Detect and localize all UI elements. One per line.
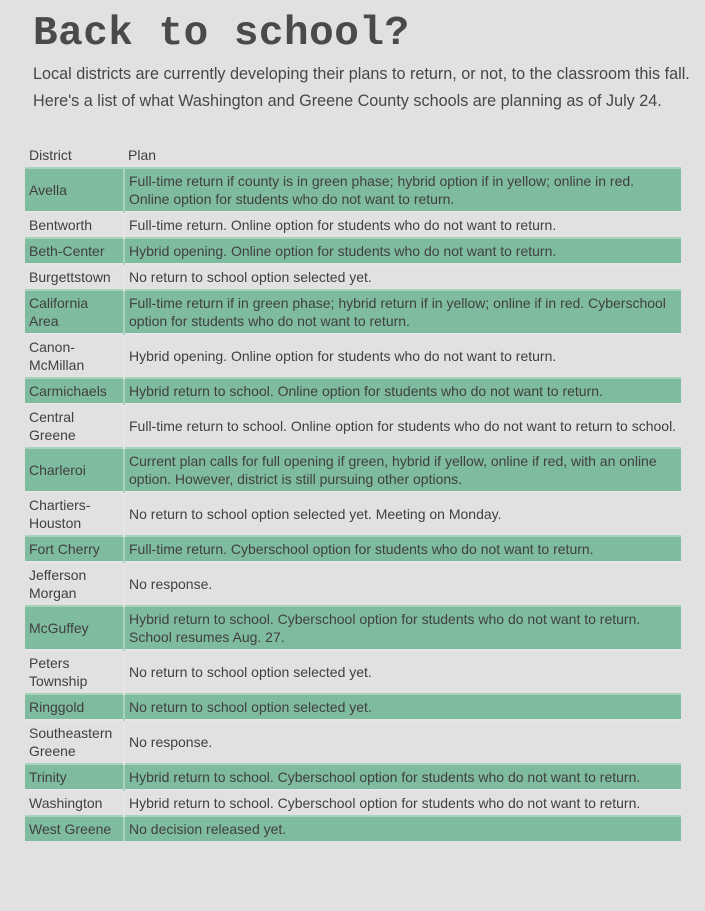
district-cell: Charleroi bbox=[25, 448, 124, 492]
plan-cell: Hybrid return to school. Online option for students who do not want to return. bbox=[124, 378, 681, 404]
table-row bbox=[25, 790, 681, 816]
district-plans-table bbox=[25, 142, 681, 841]
table-row bbox=[25, 290, 681, 334]
district-cell: Burgettstown bbox=[25, 264, 124, 290]
district-cell: Chartiers-Houston bbox=[25, 492, 124, 536]
district-cell: Central Greene bbox=[25, 404, 124, 448]
table-row bbox=[25, 264, 681, 290]
plan-cell: No response. bbox=[124, 720, 681, 764]
table-row bbox=[25, 536, 681, 562]
table-row bbox=[25, 492, 681, 536]
intro-text: Local districts are currently developing their plans to return, or not, to the classroom this fall. Here's a list of what Washington and Greene County schools are planning as of July 24. bbox=[33, 65, 690, 110]
plan-cell: Full-time return if in green phase; hybrid return if in yellow; online if in red. Cyberschool option for students who do not want to return. bbox=[124, 290, 681, 334]
plan-cell: Full-time return. Cyberschool option for students who do not want to return. bbox=[124, 536, 681, 562]
plan-cell: Full-time return to school. Online option for students who do not want to return to school. bbox=[124, 404, 681, 448]
table-row bbox=[25, 238, 681, 264]
table-row bbox=[25, 404, 681, 448]
table-row bbox=[25, 168, 681, 212]
column-header-plan: Plan bbox=[128, 147, 157, 163]
plan-cell: Hybrid return to school. Cyberschool option for students who do not want to return. bbox=[124, 790, 681, 816]
table-row bbox=[25, 694, 681, 720]
table-row bbox=[25, 378, 681, 404]
table-row bbox=[25, 334, 681, 378]
district-cell: Fort Cherry bbox=[25, 536, 124, 562]
district-cell: Peters Township bbox=[25, 650, 124, 694]
district-cell: California Area bbox=[25, 290, 124, 334]
plan-cell: Current plan calls for full opening if green, hybrid if yellow, online if red, with an online option. However, district is still pursuing other options. bbox=[124, 448, 681, 492]
district-cell: Carmichaels bbox=[25, 378, 124, 404]
plan-cell: Full-time return if county is in green phase; hybrid option if in yellow; online in red. Online option for students who do not want to return. bbox=[124, 168, 681, 212]
plan-cell: Hybrid opening. Online option for students who do not want to return. bbox=[124, 334, 681, 378]
table-header-row bbox=[25, 142, 681, 168]
plan-cell: No return to school option selected yet. bbox=[124, 694, 681, 720]
table-row bbox=[25, 606, 681, 650]
district-cell: West Greene bbox=[25, 816, 124, 841]
table-row bbox=[25, 448, 681, 492]
plan-cell: No response. bbox=[124, 562, 681, 606]
table-row bbox=[25, 650, 681, 694]
district-cell: Beth-Center bbox=[25, 238, 124, 264]
plan-cell: Full-time return. Online option for students who do not want to return. bbox=[124, 212, 681, 238]
district-cell: Avella bbox=[25, 168, 124, 212]
plan-cell: No return to school option selected yet. bbox=[124, 264, 681, 290]
plan-cell: Hybrid opening. Online option for students who do not want to return. bbox=[124, 238, 681, 264]
district-cell: Trinity bbox=[25, 764, 124, 790]
plan-cell: No decision released yet. bbox=[124, 816, 681, 841]
plan-cell: No return to school option selected yet. Meeting on Monday. bbox=[124, 492, 681, 536]
plan-cell: No return to school option selected yet. bbox=[124, 650, 681, 694]
plan-cell: Hybrid return to school. Cyberschool option for students who do not want to return. School resumes Aug. 27. bbox=[124, 606, 681, 650]
district-cell: Washington bbox=[25, 790, 124, 816]
plan-cell: Hybrid return to school. Cyberschool option for students who do not want to return. bbox=[124, 764, 681, 790]
table-row bbox=[25, 212, 681, 238]
table-body bbox=[25, 168, 681, 841]
table-row bbox=[25, 720, 681, 764]
table-row bbox=[25, 562, 681, 606]
district-cell: Canon-McMillan bbox=[25, 334, 124, 378]
table-row bbox=[25, 764, 681, 790]
column-header-district: District bbox=[29, 147, 72, 163]
page-title: Back to school? bbox=[33, 11, 410, 57]
district-cell: McGuffey bbox=[25, 606, 124, 650]
district-cell: Bentworth bbox=[25, 212, 124, 238]
district-cell: Jefferson Morgan bbox=[25, 562, 124, 606]
table-row bbox=[25, 816, 681, 841]
district-cell: Southeastern Greene bbox=[25, 720, 124, 764]
district-cell: Ringgold bbox=[25, 694, 124, 720]
